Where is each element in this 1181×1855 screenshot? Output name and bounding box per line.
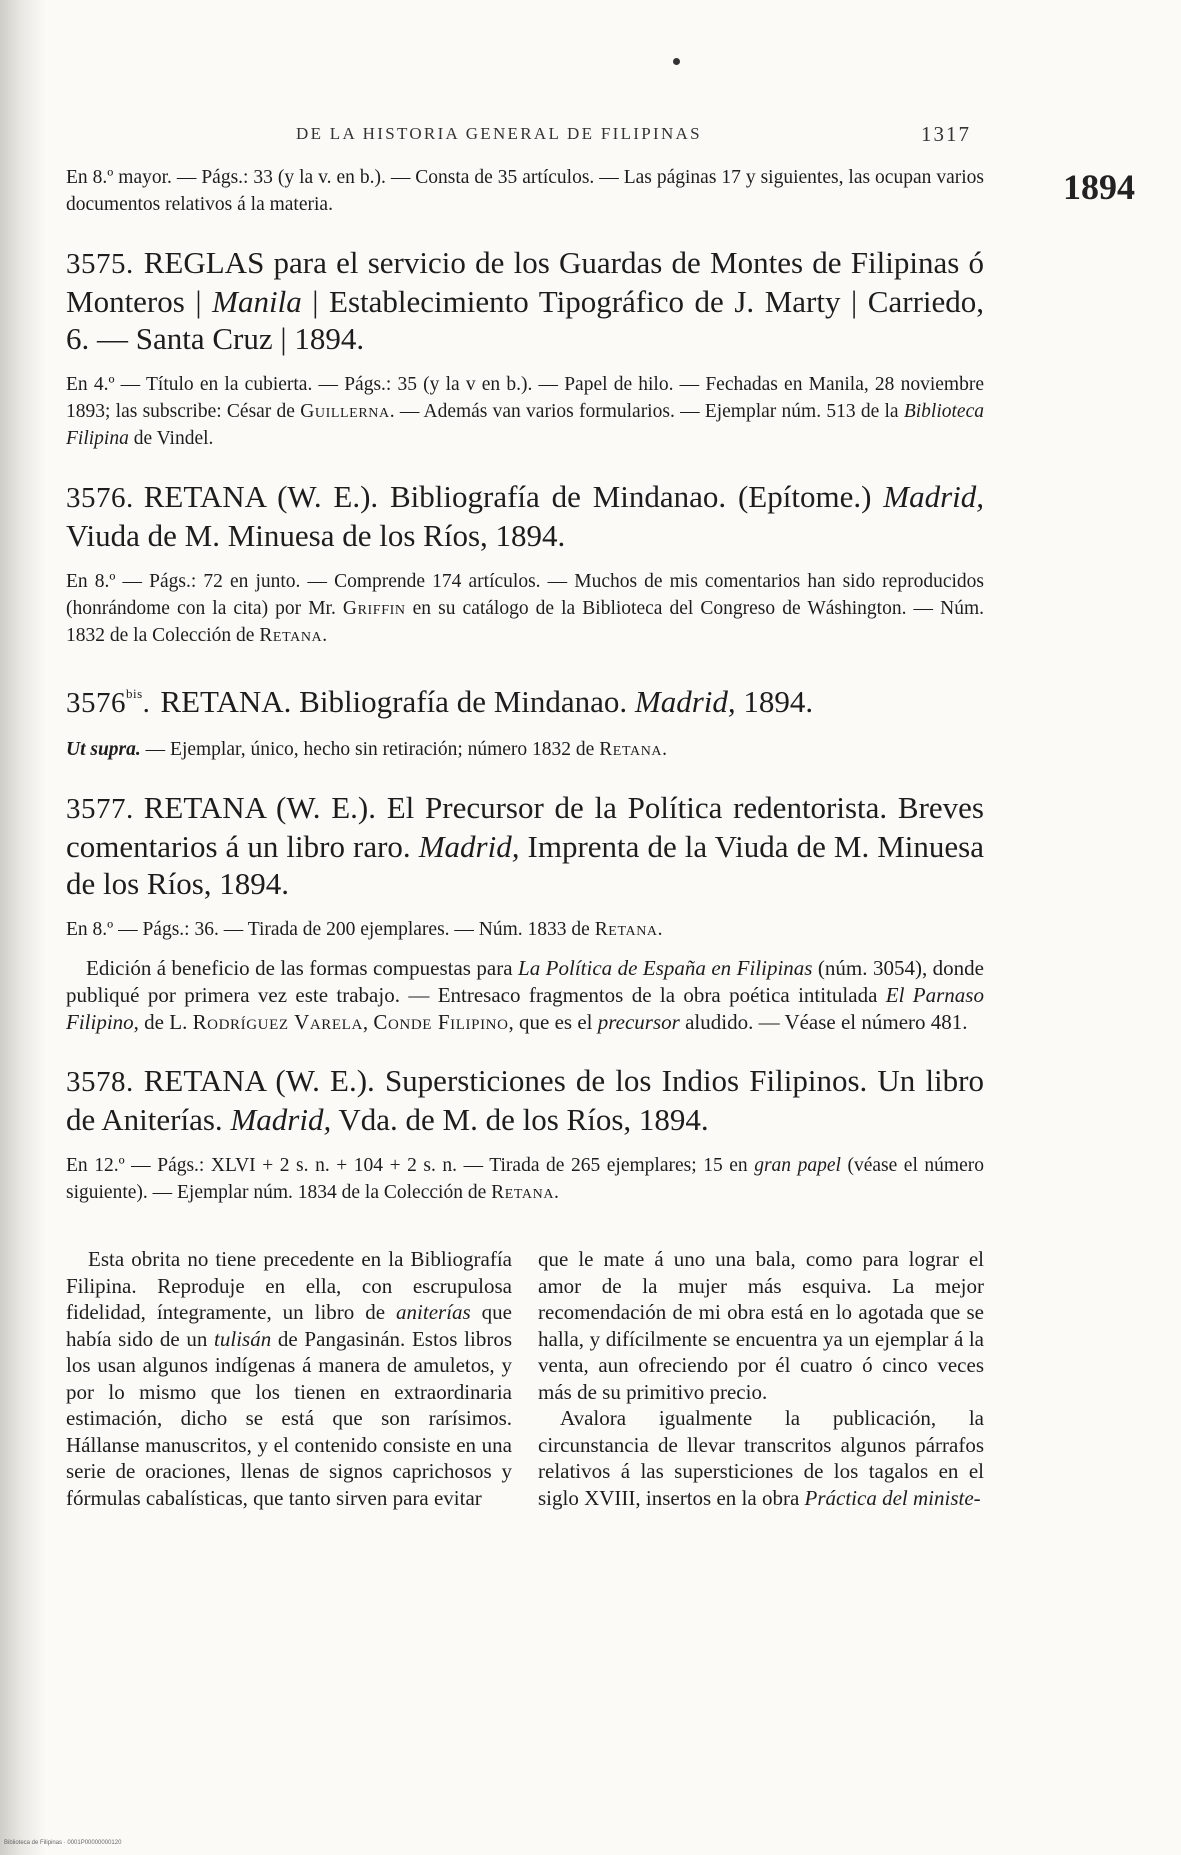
scan-footer-id: Biblioteca de Filipinas · 0001P00000000120 [4,1840,122,1846]
entry-3576-bis [66,675,984,763]
entry-number: 3575. [66,248,134,280]
page-binding-shadow [0,0,46,1855]
running-head: DE LA HISTORIA GENERAL DE FILIPINAS [296,124,702,143]
right-column [538,1246,984,1511]
left-column-text: Esta obrita no tiene precedente en la Bibliografía Filipina. Reproduje en ella, con escrupulosa fidelidad, íntegramente, un libro de aniterías que había sido de un tulisán de Pangasinán. Estos libros los usan algunos indígenas á manera de amuletos, y por lo mismo que los tienen en extraordinaria estimación, dicho se está que son rarísimos. Hállanse manuscritos, y el contenido consiste en una serie de oraciones, llenas de signos caprichosos y fórmulas cabalísticas, que tanto sirven para evitar [66,1247,512,1510]
entry-title: 3576. RETANA (W. E.). Bibliografía de Mindanao. (Epítome.) Madrid, Viuda de M. Minuesa de los Ríos, 1894. [66,479,984,553]
right-column-p2: Avalora igualmente la publicación, la circunstancia de llevar transcritos algunos párrafos relativos á las supersticiones de los tagalos en el siglo XVIII, insertos en la obra Práctica del ministe- [538,1406,984,1510]
prev-entry-note: En 8.º mayor. — Págs.: 33 (y la v. en b.). — Consta de 35 artículos. — Las páginas 17 y siguientes, las ocupan varios documentos relativos á la materia. [66,167,984,215]
entry-3575 [66,244,984,452]
entry-note: En 8.º — Págs.: 36. — Tirada de 200 ejemplares. — Núm. 1833 de Retana. [66,919,663,940]
entry-title: $3576^{bis}$. RETANA. Bibliografía de Mindanao. Madrid, 1894. [66,684,814,719]
entry-number: $3576^{bis}$. [66,686,151,719]
page-number: 1317 [921,122,971,146]
entry-number: 3578. [66,1066,134,1098]
entry-note: En 12.º — Págs.: XLVI + 2 s. n. + 104 + 2 s. n. — Tirada de 265 ejemplares; 15 en gran papel (véase el número siguiente). — Ejemplar núm. 1834 de la Colección de Retana. [66,1155,984,1203]
ink-dot [673,58,680,65]
commentary-columns [66,1246,984,1511]
entry-note: Ut supra. — Ejemplar, único, hecho sin retiración; número 1832 de Retana. [66,739,667,760]
right-column-p1: que le mate á uno una bala, como para lograr el amor de la mujer más esquiva. La mejor recomendación de mi obra está en lo agotada que se halla, y difícilmente se encuentra ya un ejemplar á la venta, aun ofreciendo por él cuatro ó cinco veces más de su primitivo precio. [538,1247,984,1404]
entry-note: En 4.º — Título en la cubierta. — Págs.: 35 (y la v en b.). — Papel de hilo. — Fechadas en Manila, 28 noviembre 1893; las subscribe: César de Guillerna. — Además van varios formularios. — Ejemplar núm. 513 de la Biblioteca Filipina de Vindel. [66,374,984,449]
page-body [66,164,984,1206]
entry-title: 3578. RETANA (W. E.). Supersticiones de los Indios Filipinos. Un libro de Aniterías. Madrid, Vda. de M. de los Ríos, 1894. [66,1063,984,1137]
entry-title: 3575. REGLAS para el servicio de los Guardas de Montes de Filipinas ó Monteros | Manila | Establecimiento Tipográfico de J. Marty | Carriedo, 6. — Santa Cruz | 1894. [66,245,985,356]
left-column [66,1246,512,1511]
entry-commentary: Edición á beneficio de las formas compuestas para La Política de España en Filipinas (núm. 3054), donde publiqué por primera vez este trabajo. — Entresaco fragmentos de la obra poética intitulada El Parnaso Filipino, de L. Rodríguez Varela, Conde Filipino, que es el precursor aludido. — Véase el número 481. [66,956,984,1034]
entry-3578 [66,1062,984,1206]
entry-3577 [66,789,984,1036]
entry-number: 3576. [66,482,134,514]
margin-year: 1894 [1063,167,1135,207]
entry-title: 3577. RETANA (W. E.). El Precursor de la Política redentorista. Breves comentarios á un libro raro. Madrid, Imprenta de la Viuda de M. Minuesa de los Ríos, 1894. [66,790,984,901]
entry-3576 [66,478,984,649]
entry-note: En 8.º — Págs.: 72 en junto. — Comprende 174 artículos. — Muchos de mis comentarios han sido reproducidos (honrándome con la cita) por Mr. Griffin en su catálogo de la Biblioteca del Congreso de Wáshington. — Núm. 1832 de la Colección de Retana. [66,571,984,646]
entry-number: 3577. [66,793,134,825]
